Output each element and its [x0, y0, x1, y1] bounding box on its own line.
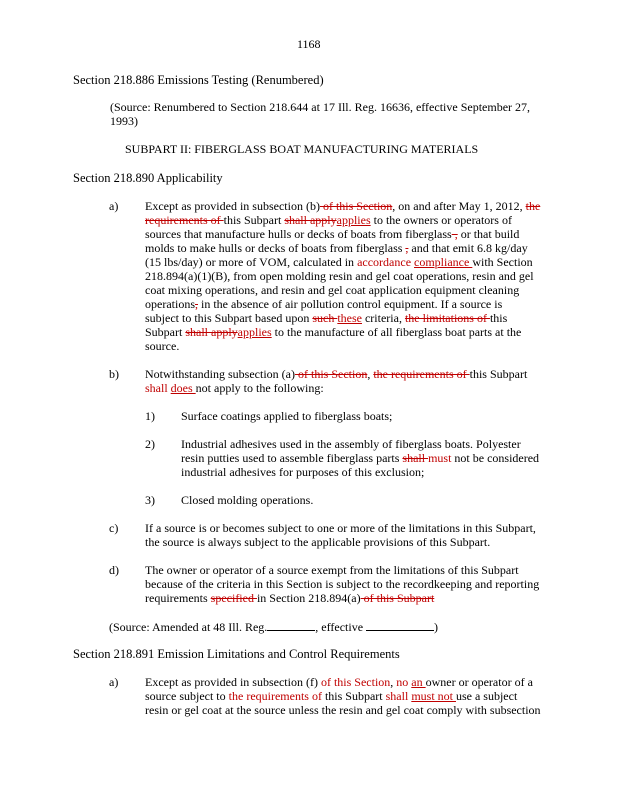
text-line: Except as provided in subsection (f) of this Section, no an owner or operator of a	[145, 675, 533, 689]
item-number: 3)	[145, 493, 155, 507]
text-line: subject to this Subpart based upon such these criteria, the limitations of this	[145, 311, 508, 325]
section-886-source-line: (Source: Renumbered to Section 218.644 at 17 Ill. Reg. 16636, effective September 27,	[110, 100, 531, 114]
item-text: industrial adhesives for purposes of this exclusion;	[181, 465, 425, 479]
text-line: shall does not apply to the following:	[145, 381, 324, 395]
text-line: source.	[145, 339, 180, 353]
item-text: Surface coatings applied to fiberglass boats;	[181, 409, 393, 423]
subsection-b-label: b)	[109, 367, 119, 381]
text-line: Subpart shall applyapplies to the manufacture of all fiberglass boat parts at the	[145, 325, 522, 339]
blank-field	[366, 619, 434, 631]
text-line: requirements specified in Section 218.894(a) of this Subpart	[145, 591, 435, 605]
subsection-a-label: a)	[109, 675, 119, 689]
text-line: Notwithstanding subsection (a) of this Section, the requirements of this Subpart	[145, 367, 528, 381]
section-886-heading: Section 218.886 Emissions Testing (Renumbered)	[73, 73, 324, 87]
text-line: molds to make hulls or decks of boats from fiberglass , and that emit 6.8 kg/day	[145, 241, 528, 255]
text-line: the source is always subject to the applicable provisions of this Subpart.	[145, 535, 491, 549]
text-line: 218.894(a)(1)(B), from open molding resin and gel coat operations, resin and gel	[145, 269, 534, 283]
item-text: resin putties used to assemble fiberglass parts shall must not be considered	[181, 451, 540, 465]
text-line: sources that manufacture hulls or decks of boats from fiberglass , or that build	[145, 227, 520, 241]
section-886-source-line: 1993)	[110, 114, 138, 128]
text-line: operations, in the absence of air pollution control equipment. If a source is	[145, 297, 503, 311]
section-891-heading: Section 218.891 Emission Limitations and Control Requirements	[73, 647, 400, 661]
item-number: 1)	[145, 409, 155, 423]
text-line: Except as provided in subsection (b) of this Section, on and after May 1, 2012, the	[145, 199, 541, 213]
blank-field	[267, 619, 315, 631]
subsection-c-label: c)	[109, 521, 119, 535]
subsection-d-label: d)	[109, 563, 119, 577]
text-line: requirements of this Subpart shall applyapplies to the owners or operators of	[145, 213, 512, 227]
source-note: (Source: Amended at 48 Ill. Reg. , effective )	[109, 620, 439, 634]
text-line: coat mixing operations, and resin and gel coat application equipment cleaning	[145, 283, 520, 297]
item-text: Closed molding operations.	[181, 493, 314, 507]
subsection-a-label: a)	[109, 199, 119, 213]
subpart-title: SUBPART II: FIBERGLASS BOAT MANUFACTURING MATERIALS	[125, 142, 479, 156]
page-number: 1168	[297, 37, 321, 51]
text-line: If a source is or becomes subject to one or more of the limitations in this Subpart,	[145, 521, 536, 535]
text-line: because of the criteria in this Section is subject to the recordkeeping and reporting	[145, 577, 540, 591]
section-890-heading: Section 218.890 Applicability	[73, 171, 223, 185]
text-line: resin or gel coat at the source unless the resin and gel coat comply with subsection	[145, 703, 541, 717]
text-line: (15 lbs/day) or more of VOM, calculated in accordance compliance with Section	[145, 255, 533, 269]
text-line: source subject to the requirements of this Subpart shall must not use a subject	[145, 689, 518, 703]
item-number: 2)	[145, 437, 155, 451]
item-text: Industrial adhesives used in the assembly of fiberglass boats. Polyester	[181, 437, 521, 451]
text-line: The owner or operator of a source exempt from the limitations of this Subpart	[145, 563, 519, 577]
